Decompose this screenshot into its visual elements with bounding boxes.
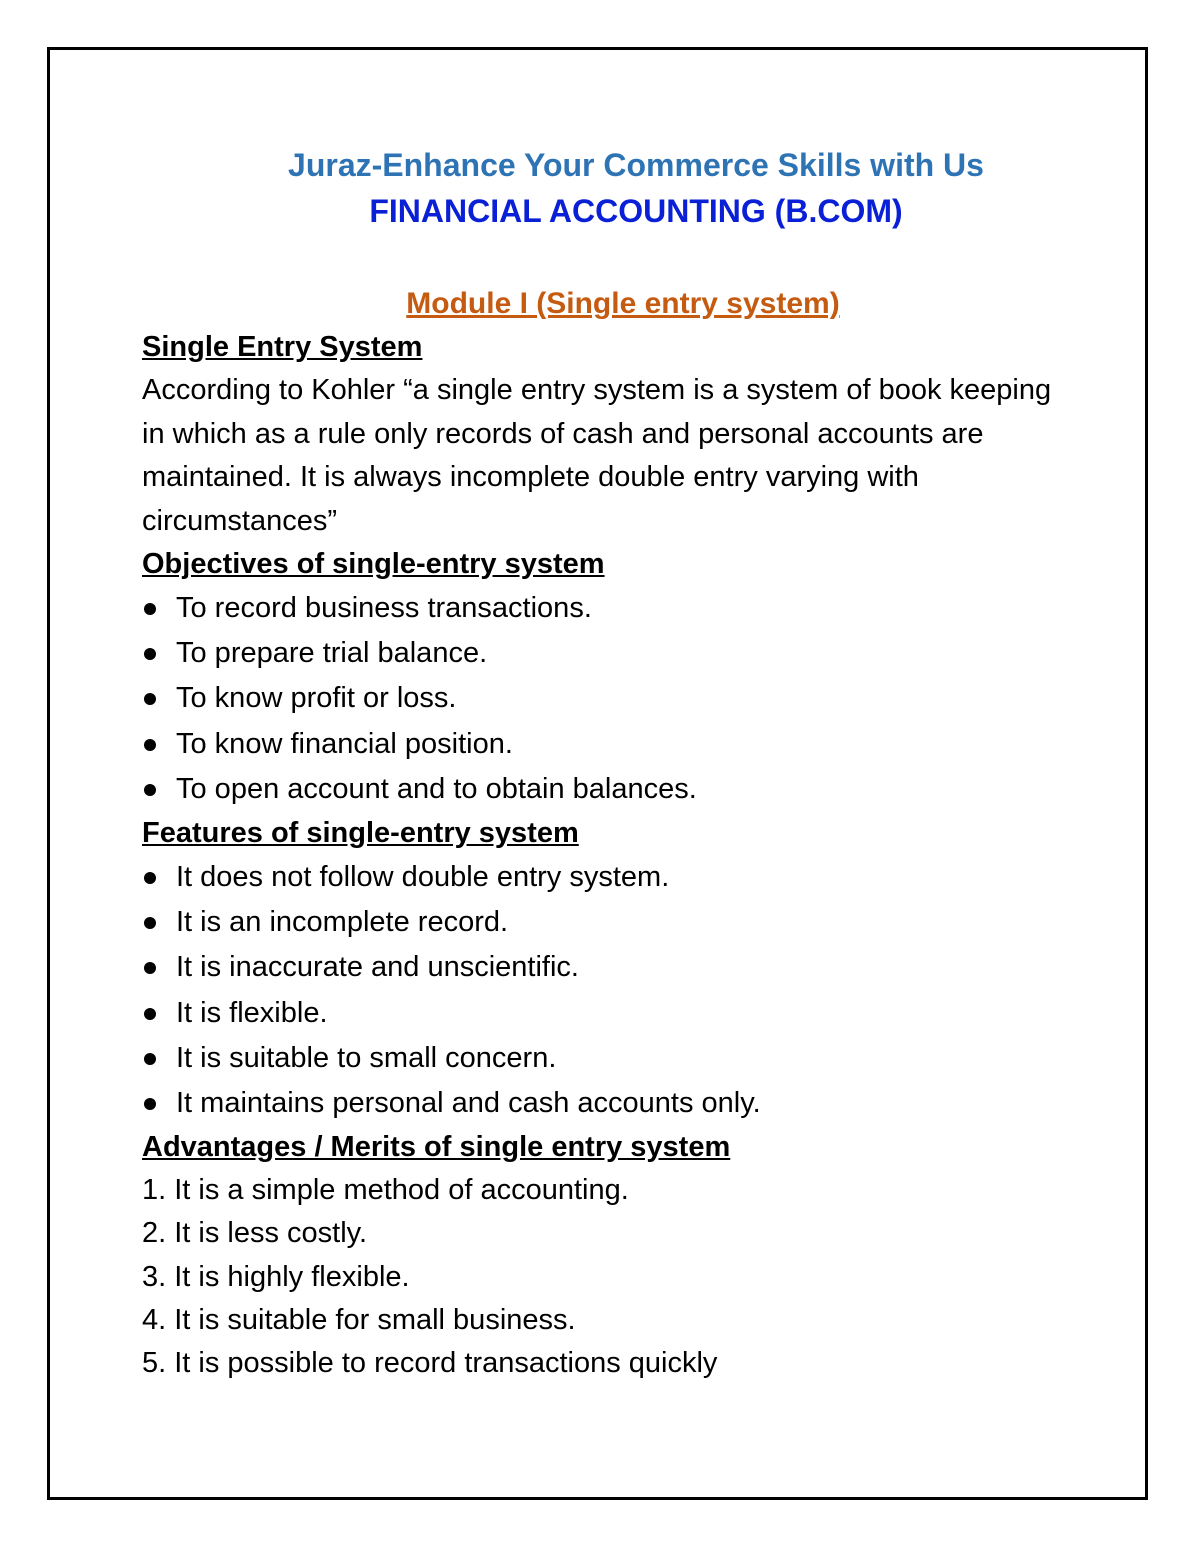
- bullet-icon: [144, 1098, 156, 1110]
- numbered-item: 2. It is less costly.: [142, 1217, 368, 1250]
- list-item-text: It is flexible.: [176, 996, 328, 1029]
- list-item: [142, 631, 1062, 676]
- objectives-heading: Objectives of single-entry system: [142, 548, 605, 580]
- list-item: [142, 676, 1062, 721]
- advantages-heading: Advantages / Merits of single entry system: [142, 1131, 731, 1164]
- bullet-icon: [144, 693, 156, 705]
- list-item: [142, 991, 1062, 1036]
- brand-title: Juraz-Enhance Your Commerce Skills with Us: [288, 147, 984, 183]
- bullet-icon: [144, 603, 156, 615]
- definition-heading: Single Entry System: [142, 331, 423, 363]
- list-item: [142, 1081, 1062, 1126]
- list-item: [142, 767, 1062, 812]
- bullet-icon: [144, 1008, 156, 1020]
- bullet-icon: [144, 739, 156, 751]
- list-item-text: It is inaccurate and unscientific.: [176, 951, 579, 984]
- numbered-item: 4. It is suitable for small business.: [142, 1303, 576, 1336]
- bullet-icon: [144, 872, 156, 884]
- list-item-text: To open account and to obtain balances.: [176, 772, 697, 805]
- list-item-text: To know financial position.: [176, 727, 513, 760]
- list-item: [142, 945, 1062, 990]
- list-item: [142, 722, 1062, 767]
- list-item-text: To prepare trial balance.: [176, 637, 488, 670]
- numbered-item: 3. It is highly flexible.: [142, 1260, 410, 1293]
- numbered-item: 5. It is possible to record transactions quickly: [142, 1347, 718, 1380]
- list-item: [142, 900, 1062, 945]
- bullet-icon: [144, 1053, 156, 1065]
- bullet-icon: [144, 962, 156, 974]
- features-heading: Features of single-entry system: [142, 817, 579, 850]
- definition-text: According to Kohler “a single entry system is a system of book keeping in which as a rule only records of cash and personal accounts are maintained. It is always incomplete double entry varying with circumstances”: [142, 374, 1052, 537]
- bullet-icon: [144, 917, 156, 929]
- numbered-item: 1. It is a simple method of accounting.: [142, 1174, 629, 1207]
- list-item-text: It maintains personal and cash accounts only.: [176, 1087, 761, 1120]
- module-title: Module I (Single entry system): [406, 287, 840, 320]
- list-item-text: It is an incomplete record.: [176, 906, 509, 939]
- list-item-text: It does not follow double entry system.: [176, 861, 670, 894]
- list-item-text: To record business transactions.: [176, 592, 592, 624]
- objectives-list: [142, 586, 1062, 812]
- document-content: [142, 142, 1062, 1385]
- features-list: [142, 855, 1062, 1126]
- list-item: [142, 1036, 1062, 1081]
- list-item-text: It is suitable to small concern.: [176, 1041, 557, 1074]
- bullet-icon: [144, 648, 156, 660]
- course-title: FINANCIAL ACCOUNTING (B.COM): [369, 193, 903, 229]
- list-item-text: To know profit or loss.: [176, 682, 457, 715]
- list-item: [142, 855, 1062, 900]
- list-item: [142, 586, 1062, 631]
- bullet-icon: [144, 784, 156, 796]
